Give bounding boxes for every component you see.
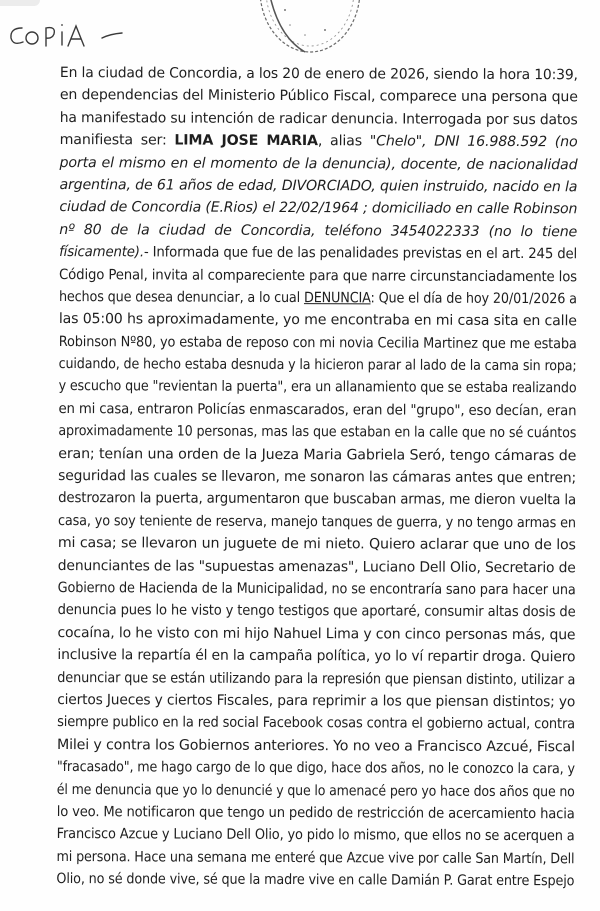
text-segment: cocaína, lo he visto con mi hijo Nahuel Lima y con cinco personas más, que [57, 624, 576, 644]
text-line [57, 734, 575, 759]
text-segment: en mi casa, entraron Policías enmascarados, eran del "grupo", eso decían, eran [58, 400, 577, 420]
text-line [58, 420, 576, 445]
text-segment: aproximadamente 10 personas, mas las que estaban en la calle que no sé cuántos [58, 423, 577, 442]
text-segment: mi persona. Hace una semana me enteré que Azcue vive por calle San Martín, Dell [56, 848, 575, 867]
underlined-text: DENUNCIA [303, 289, 371, 307]
italic-text: nº 80 de la ciudad de Concordia, teléfono 3454022333 (no lo tiene [59, 221, 578, 240]
text-segment: , alias [317, 133, 370, 150]
text-line [57, 644, 575, 669]
italic-text: "Chelo", DNI 16.988.592 (no [369, 133, 578, 151]
text-line [60, 84, 578, 109]
text-segment: ciertos Jueces y ciertos Fiscales, para reprimir a los que piensan distintos; yo [57, 691, 576, 711]
text-line [59, 219, 577, 244]
text-segment: mi casa; se llevaron un juguete de mi nieto. Quiero aclarar que uno de los [57, 535, 576, 554]
text-segment: En la ciudad de Concordia, a los 20 de enero de 2026, siendo la hora 10:39, [59, 64, 578, 84]
text-segment: Francisco Azcue y Luciano Dell Olio, yo pido lo mismo, que ellos no se acerquen a [56, 826, 575, 845]
text-line [60, 107, 578, 132]
text-line [58, 599, 576, 624]
text-line [60, 152, 578, 177]
text-line [59, 286, 577, 311]
complaint-body-text [56, 62, 578, 893]
page-shadow [0, 0, 40, 6]
text-line [60, 129, 578, 154]
text-line [56, 868, 574, 893]
text-segment: él me denuncia que yo lo denuncié y que lo amenacé pero yo hace dos años que no [56, 781, 575, 800]
text-segment: denunciantes de las "supuestas amenazas", Luciano Dell Olio, Secretario de [57, 557, 576, 576]
text-line [59, 196, 577, 221]
text-segment: "fracasado", me hago cargo de lo que digo, hace dos años, no le conozco la cara, y [56, 759, 575, 778]
text-line [59, 353, 577, 378]
text-segment: casa, yo soy teniente de reserva, manejo tanques de guerra, y no tengo armas en [57, 512, 576, 532]
text-segment: Código Penal, invita al compareciente para que narre circunstanciadamente los [59, 266, 578, 285]
text-line [58, 398, 576, 423]
text-line [58, 510, 576, 535]
text-line [57, 622, 575, 647]
seal-stamp-icon [255, 0, 365, 58]
text-segment: Robinson Nº80, yo estaba de reposo con mi novia Cecilia Martinez que me estaba [58, 333, 577, 352]
text-line [58, 555, 576, 580]
text-segment: lo veo. Me notificaron que tengo un pedido de restricción de acercamiento hacia [56, 803, 575, 823]
bold-text: LIMA JOSE MARIA [174, 132, 318, 150]
text-line [57, 689, 575, 714]
text-segment: y escucho que "revientan la puerta", era un allanamiento que se estaba realizando [58, 378, 577, 397]
text-segment: en dependencias del Ministerio Público Fiscal, comparece una persona que [59, 87, 578, 106]
text-line [57, 711, 575, 736]
text-segment: eran; tenían una orden de la Jueza Maria Gabriela Seró, tengo cámaras de [58, 445, 577, 464]
text-line [59, 375, 577, 400]
text-line [56, 846, 574, 871]
text-line [58, 487, 576, 512]
italic-text: porta el mismo en el momento de la denuncia), docente, de nacionalidad [59, 154, 578, 173]
text-segment: cuidando, de hecho estaba desnuda y la hicieron parar al lado de la cama sin ropa; [58, 356, 577, 375]
handwritten-copia-annotation [6, 14, 136, 50]
text-segment: manifiesta ser: [59, 132, 175, 149]
text-segment: Informada que fue de las penalidades previstas en el art. 245 del [148, 244, 578, 263]
text-segment: hechos que desea denunciar, a lo cual [58, 288, 305, 306]
text-line [57, 756, 575, 781]
italic-text: físicamente).- [59, 244, 149, 261]
text-segment: seguridad las cuales se llevaron, me sonaron las cámaras antes que entren; [58, 468, 577, 487]
text-segment: Gobierno de Hacienda de la Municipalidad, no se encontraría sano para hacer una [57, 579, 576, 599]
text-segment: denunciar que se están utilizando para la represión que piensan distinto, utilizar a [57, 669, 576, 688]
text-segment: siempre publico en la red social Facebook cosas contra el gobierno actual, contra [57, 714, 576, 733]
text-line [58, 577, 576, 602]
text-line [59, 331, 577, 356]
text-line [59, 308, 577, 333]
text-line [59, 264, 577, 289]
text-segment: las 05:00 hs aproximadamente, yo me encontraba en mi casa sita en calle [58, 311, 577, 330]
italic-text: argentina, de 61 años de edad, DIVORCIADO, quien instruido, nacido en la [59, 176, 578, 196]
text-segment: Olio, no sé donde vive, sé que la madre vive en calle Damián P. Garat entre Espejo [56, 871, 575, 890]
text-line [59, 174, 577, 199]
text-line [58, 532, 576, 557]
text-line [58, 443, 576, 468]
italic-text: ciudad de Concordia (E.Rios) el 22/02/1964 ; domiciliado en calle Robinson [59, 199, 578, 218]
text-line [57, 667, 575, 692]
text-line [60, 62, 578, 87]
text-line [57, 778, 575, 803]
text-line [57, 801, 575, 826]
text-line [59, 241, 577, 266]
text-line [57, 823, 575, 848]
text-segment: denuncia pues lo he visto y tengo testigos que aportaré, consumir altas dosis de [57, 602, 576, 621]
text-segment: inclusive la repartía él en la campaña política, yo lo ví repartir droga. Quiero [57, 647, 576, 666]
text-segment: : Que el día de hoy 20/01/2026 a [370, 290, 577, 308]
text-segment: destrozaron la puerta, argumentaron que buscaban armas, me dieron vuelta la [58, 490, 577, 509]
text-line [58, 465, 576, 490]
text-segment: Milei y contra los Gobiernos anteriores. Yo no veo a Francisco Azcué, Fiscal [56, 736, 575, 755]
text-segment: ha manifestado su intención de radicar denuncia. Interrogada por sus datos [59, 109, 578, 129]
